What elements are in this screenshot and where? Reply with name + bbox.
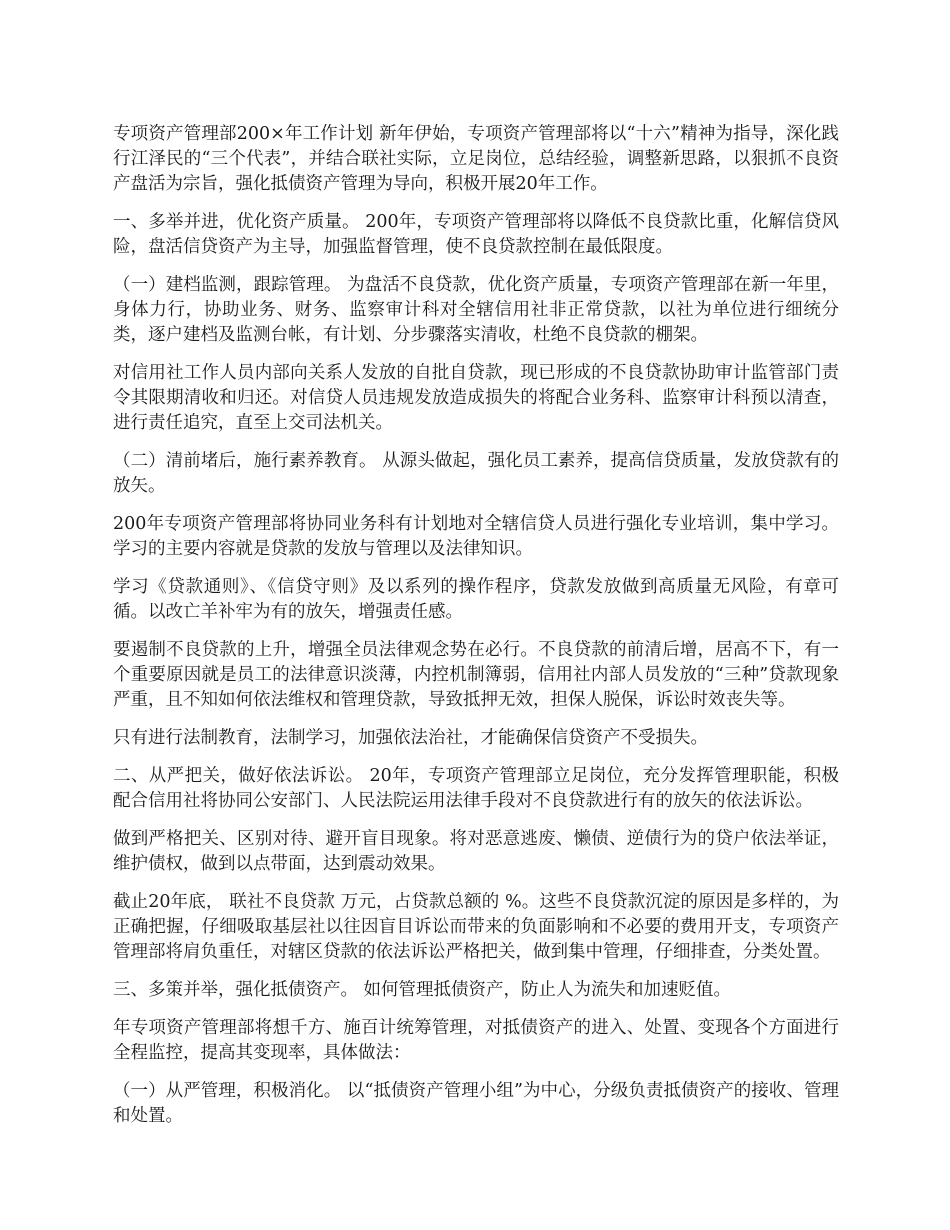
- paragraph-section-1-2: （二）清前堵后，施行素养教育。 从源头做起，强化员工素养，提高信贷质量，发放贷款有的放矢。: [113, 451, 839, 496]
- paragraph-section-1-heading: 一、多举并进，优化资产质量。 200年，专项资产管理部将以降低不良贷款比重，化解信贷风险，盘活信贷资产为主导，加强监督管理，使不良贷款控制在最低限度。: [113, 212, 839, 257]
- paragraph-asset-monitoring: 年专项资产管理部将想千方、施百计统筹管理，对抵债资产的进入、处置、变现各个方面进行全程监控，提高其变现率，具体做法：: [113, 1018, 839, 1063]
- paragraph-study-rules: 学习《贷款通则》、《信贷守则》及以系列的操作程序，贷款发放做到高质量无风险，有章可循。以改亡羊补牢为有的放矢，增强责任感。: [113, 577, 839, 622]
- paragraph-training-plan: 200年专项资产管理部将协同业务科有计划地对全辖信贷人员进行强化专业培训，集中学习。学习的主要内容就是贷款的发放与管理以及法律知识。: [113, 514, 839, 559]
- paragraph-internal-loans: 对信用社工作人员内部向关系人发放的自批自贷款，现已形成的不良贷款协助审计监管部门责令其限期清收和归还。对信贷人员违规发放造成损失的将配合业务科、监察审计科预以清查，进行责任追究，直至上交司法机关。: [113, 363, 839, 433]
- paragraph-section-3-1: （一）从严管理，积极消化。 以“抵债资产管理小组”为中心，分级负责抵债资产的接收、管理和处置。: [113, 1081, 839, 1126]
- paragraph-legal-awareness: 要遏制不良贷款的上升，增强全员法律观念势在必行。不良贷款的前清后增，居高不下，有一个重要原因就是员工的法律意识淡薄，内控机制簿弱，信用社内部人员发放的“三种”贷款现象严重，且不知如何依法维权和管理贷款，导致抵押无效，担保人脱保，诉讼时效丧失等。: [113, 640, 839, 710]
- paragraph-section-3-heading: 三、多策并举，强化抵债资产。 如何管理抵债资产，防止人为流失和加速贬值。: [113, 980, 732, 1000]
- paragraph-year-end-stats: 截止20年底， 联社不良贷款 万元，占贷款总额的 %。这些不良贷款沉淀的原因是多样的，为正确把握，仔细吸取基层社以往因盲目诉讼而带来的负面影响和不必要的费用开支，专项资产管理部将肩负重任，对辖区贷款的依法诉讼严格把关，做到集中管理，仔细排查，分类处置。: [113, 892, 839, 962]
- document-body: [113, 122, 839, 1142]
- paragraph-section-2-heading: 二、从严把关，做好依法诉讼。 20年，专项资产管理部立足岗位，充分发挥管理职能，积极配合信用社将协同公安部门、人民法院运用法律手段对不良贷款进行有的放矢的依法诉讼。: [113, 766, 839, 811]
- paragraph-section-1-1: （一）建档监测，跟踪管理。 为盘活不良贷款，优化资产质量，专项资产管理部在新一年里，身体力行，协助业务、财务、监察审计科对全辖信用社非正常贷款，以社为单位进行细统分类，逐户建档及监测台帐，有计划、分步骤落实清收，杜绝不良贷款的棚架。: [113, 275, 839, 345]
- paragraph-legal-education: 只有进行法制教育，法制学习，加强依法治社，才能确保信贷资产不受损失。: [113, 728, 708, 748]
- paragraph-intro: 专项资产管理部200×年工作计划 新年伊始，专项资产管理部将以“十六”精神为指导，深化践行江泽民的“三个代表”，并结合联社实际，立足岗位，总结经验，调整新思路，以狠抓不良资产盘活为宗旨，强化抵债资产管理为导向，积极开展20年工作。: [113, 124, 839, 194]
- paragraph-strict-control: 做到严格把关、区别对待、避开盲目现象。将对恶意逃废、懒债、逆债行为的贷户依法举证，维护债权，做到以点带面，达到震动效果。: [113, 829, 839, 874]
